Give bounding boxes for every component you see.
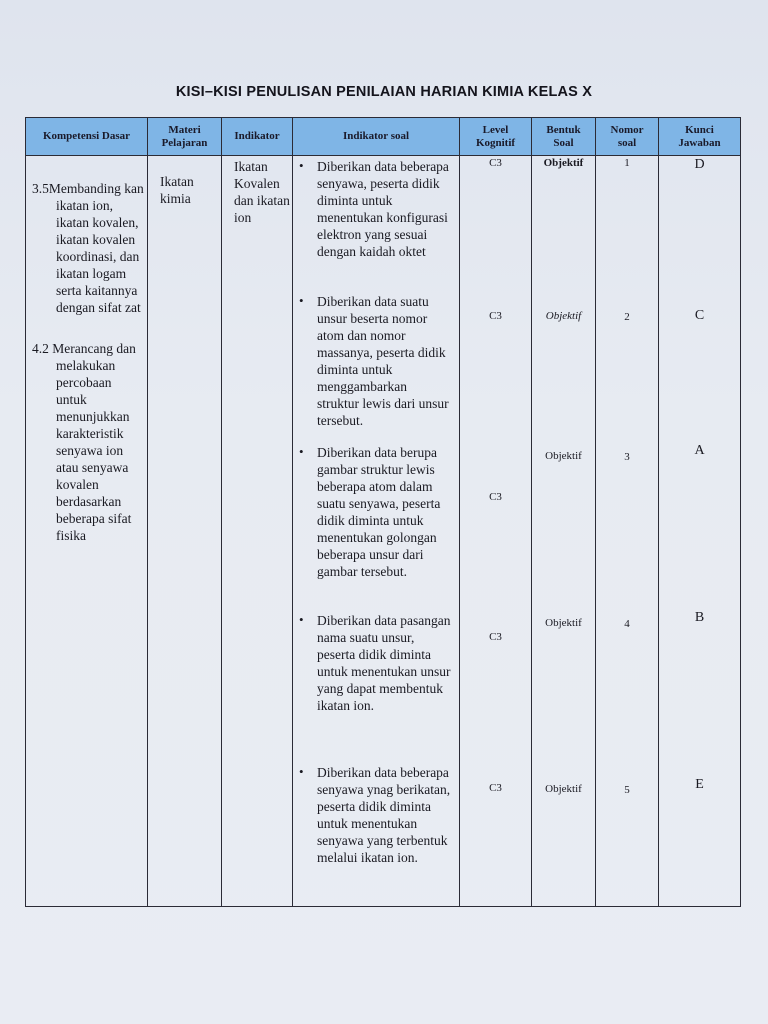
bullet-icon: • bbox=[299, 158, 304, 173]
header-kunci-jawaban: Kunci Jawaban bbox=[659, 118, 741, 156]
table-body-row bbox=[26, 156, 741, 907]
bullet-icon: • bbox=[299, 764, 304, 779]
indikator-soal-item: • Diberikan data pasangan nama suatu unsur, peserta didik diminta untuk menentukan unsur yang dapat membentuk ikatan ion. bbox=[299, 612, 451, 713]
nomor-value: 3 bbox=[624, 451, 630, 463]
cell-nomor-soal bbox=[596, 156, 659, 907]
bullet-icon: • bbox=[299, 612, 304, 627]
cell-indikator-soal bbox=[293, 156, 460, 907]
kunci-value: A bbox=[694, 443, 705, 458]
document-title: KISI–KISI PENULISAN PENILAIAN HARIAN KIMIA KELAS X bbox=[175, 84, 593, 100]
nomor-value: 5 bbox=[624, 784, 630, 796]
kunci-value: D bbox=[694, 157, 705, 172]
header-nomor-soal: Nomor soal bbox=[596, 118, 659, 156]
nomor-value: 1 bbox=[624, 157, 630, 169]
kisi-kisi-table bbox=[25, 117, 741, 907]
kunci-value: C bbox=[694, 308, 705, 323]
kompetensi-dasar-3-5: 3.5Membanding kan ikatan ion, ikatan kovalen, ikatan kovalen koordinasi, dan ikatan logam serta kaitannya dengan sifat zat bbox=[32, 181, 144, 315]
indikator-soal-item: • Diberikan data beberapa senyawa ynag berikatan, peserta didik diminta untuk menentukan senyawa yang terbentuk melalui ikatan ion. bbox=[299, 764, 451, 865]
level-value: C3 bbox=[489, 491, 502, 503]
materi-pelajaran-text: Ikatan kimia bbox=[160, 174, 194, 206]
header-kompetensi-dasar: Kompetensi Dasar bbox=[26, 118, 148, 156]
bullet-icon: • bbox=[299, 293, 304, 308]
header-level-kognitif: Level Kognitif bbox=[460, 118, 532, 156]
level-value: C3 bbox=[489, 157, 502, 169]
header-indikator: Indikator bbox=[222, 118, 293, 156]
header-indikator-soal: Indikator soal bbox=[293, 118, 460, 156]
table-header-row bbox=[26, 118, 741, 156]
bentuk-value: Objektif bbox=[543, 157, 584, 169]
level-value: C3 bbox=[489, 782, 502, 794]
indikator-soal-item: • Diberikan data suatu unsur beserta nomor atom dan nomor massanya, peserta didik diminta untuk menggambarkan struktur lewis dari unsur tersebut. bbox=[299, 293, 449, 428]
bentuk-value: Objektif bbox=[545, 310, 582, 322]
level-value: C3 bbox=[489, 631, 502, 643]
indikator-soal-item: • Diberikan data beberapa senyawa, peserta didik diminta untuk menentukan konfigurasi elektron yang sesuai dengan kaidah oktet bbox=[299, 158, 449, 259]
indikator-text: Ikatan Kovalen dan ikatan ion bbox=[234, 159, 290, 225]
cell-indikator bbox=[222, 156, 293, 907]
cell-kunci-jawaban bbox=[659, 156, 741, 907]
header-bentuk-soal: Bentuk Soal bbox=[532, 118, 596, 156]
header-materi-pelajaran: Materi Pelajaran bbox=[148, 118, 222, 156]
kunci-value: B bbox=[694, 610, 705, 625]
cell-materi-pelajaran bbox=[148, 156, 222, 907]
indikator-soal-item: • Diberikan data berupa gambar struktur lewis beberapa atom dalam suatu senyawa, peserta didik diminta untuk menentukan golongan beberapa unsur dari gambar tersebut. bbox=[299, 444, 441, 579]
bentuk-value: Objektif bbox=[545, 617, 582, 629]
kompetensi-dasar-4-2: 4.2 Merancang dan melakukan percobaan untuk menunjukkan karakteristik senyawa ion atau senyawa kovalen berdasarkan beberapa sifat fisika bbox=[32, 341, 136, 543]
bentuk-value: Objektif bbox=[545, 783, 582, 795]
level-value: C3 bbox=[489, 310, 502, 322]
nomor-value: 4 bbox=[624, 618, 630, 630]
bullet-icon: • bbox=[299, 444, 304, 459]
kunci-value: E bbox=[695, 777, 704, 792]
cell-level-kognitif bbox=[460, 156, 532, 907]
cell-bentuk-soal bbox=[532, 156, 596, 907]
cell-kompetensi-dasar bbox=[26, 156, 148, 907]
nomor-value: 2 bbox=[624, 311, 630, 323]
bentuk-value: Objektif bbox=[545, 450, 582, 462]
